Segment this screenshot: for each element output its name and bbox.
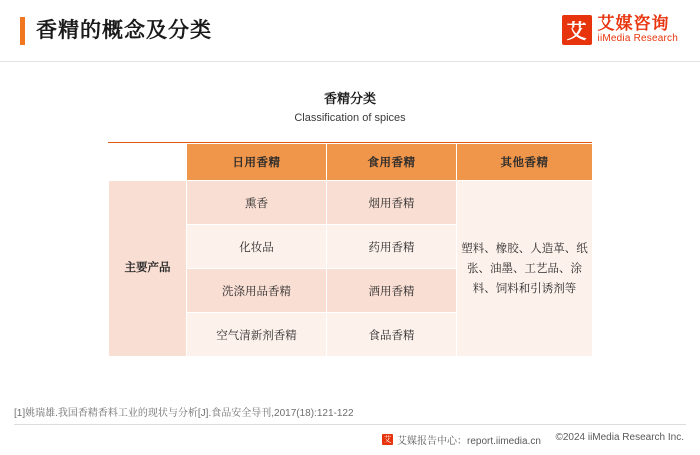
- chart-subtitle: Classification of spices: [294, 112, 406, 124]
- footer-copyright: ©2024 iiMedia Research Inc.: [555, 432, 684, 443]
- cell-edible-1: 烟用香精: [327, 181, 457, 225]
- chart-title: 香精分类: [323, 91, 376, 106]
- table-corner-cell: [109, 144, 187, 181]
- page-title: 香精的概念及分类: [36, 19, 212, 42]
- cell-edible-2: 药用香精: [327, 225, 457, 269]
- footer-divider: [14, 424, 686, 425]
- column-header-edible: 食用香精: [327, 144, 457, 181]
- title-accent-bar: [20, 17, 25, 45]
- cell-edible-3: 酒用香精: [327, 269, 457, 313]
- table-row: [109, 181, 593, 225]
- cell-edible-4: 食品香精: [327, 313, 457, 357]
- brand-name-cn: 艾媒咨询: [597, 14, 670, 33]
- cell-daily-3: 洗涤用品香精: [187, 269, 327, 313]
- footer-report-center: [382, 432, 541, 447]
- source-footnote: [1]姚瑞雄.我国香精香料工业的现状与分析[J].食品安全导刊,2017(18):121-122: [14, 408, 354, 419]
- cell-daily-2: 化妆品: [187, 225, 327, 269]
- brand-text: [598, 14, 678, 45]
- footer-brand-icon: 艾: [383, 435, 392, 444]
- classification-table: [108, 143, 592, 357]
- row-label-main-products: 主要产品: [109, 181, 187, 357]
- page-footer: [0, 432, 700, 452]
- brand-mark-icon: 艾: [562, 15, 592, 45]
- footer-report-center-label: 艾媒报告中心：report.iimedia.cn: [397, 436, 541, 447]
- table-header-row: [109, 144, 593, 181]
- cell-daily-1: 熏香: [187, 181, 327, 225]
- brand-logo: [562, 14, 678, 45]
- column-header-other: 其他香精: [457, 144, 593, 181]
- page-header: [0, 0, 700, 62]
- brand-name-en: iiMedia Research: [597, 33, 678, 44]
- cell-daily-4: 空气清新剂香精: [187, 313, 327, 357]
- column-header-daily: 日用香精: [187, 144, 327, 181]
- cell-other-products: 塑料、橡胶、人造革、纸张、油墨、工艺品、涂料、饲料和引诱剂等: [457, 181, 593, 357]
